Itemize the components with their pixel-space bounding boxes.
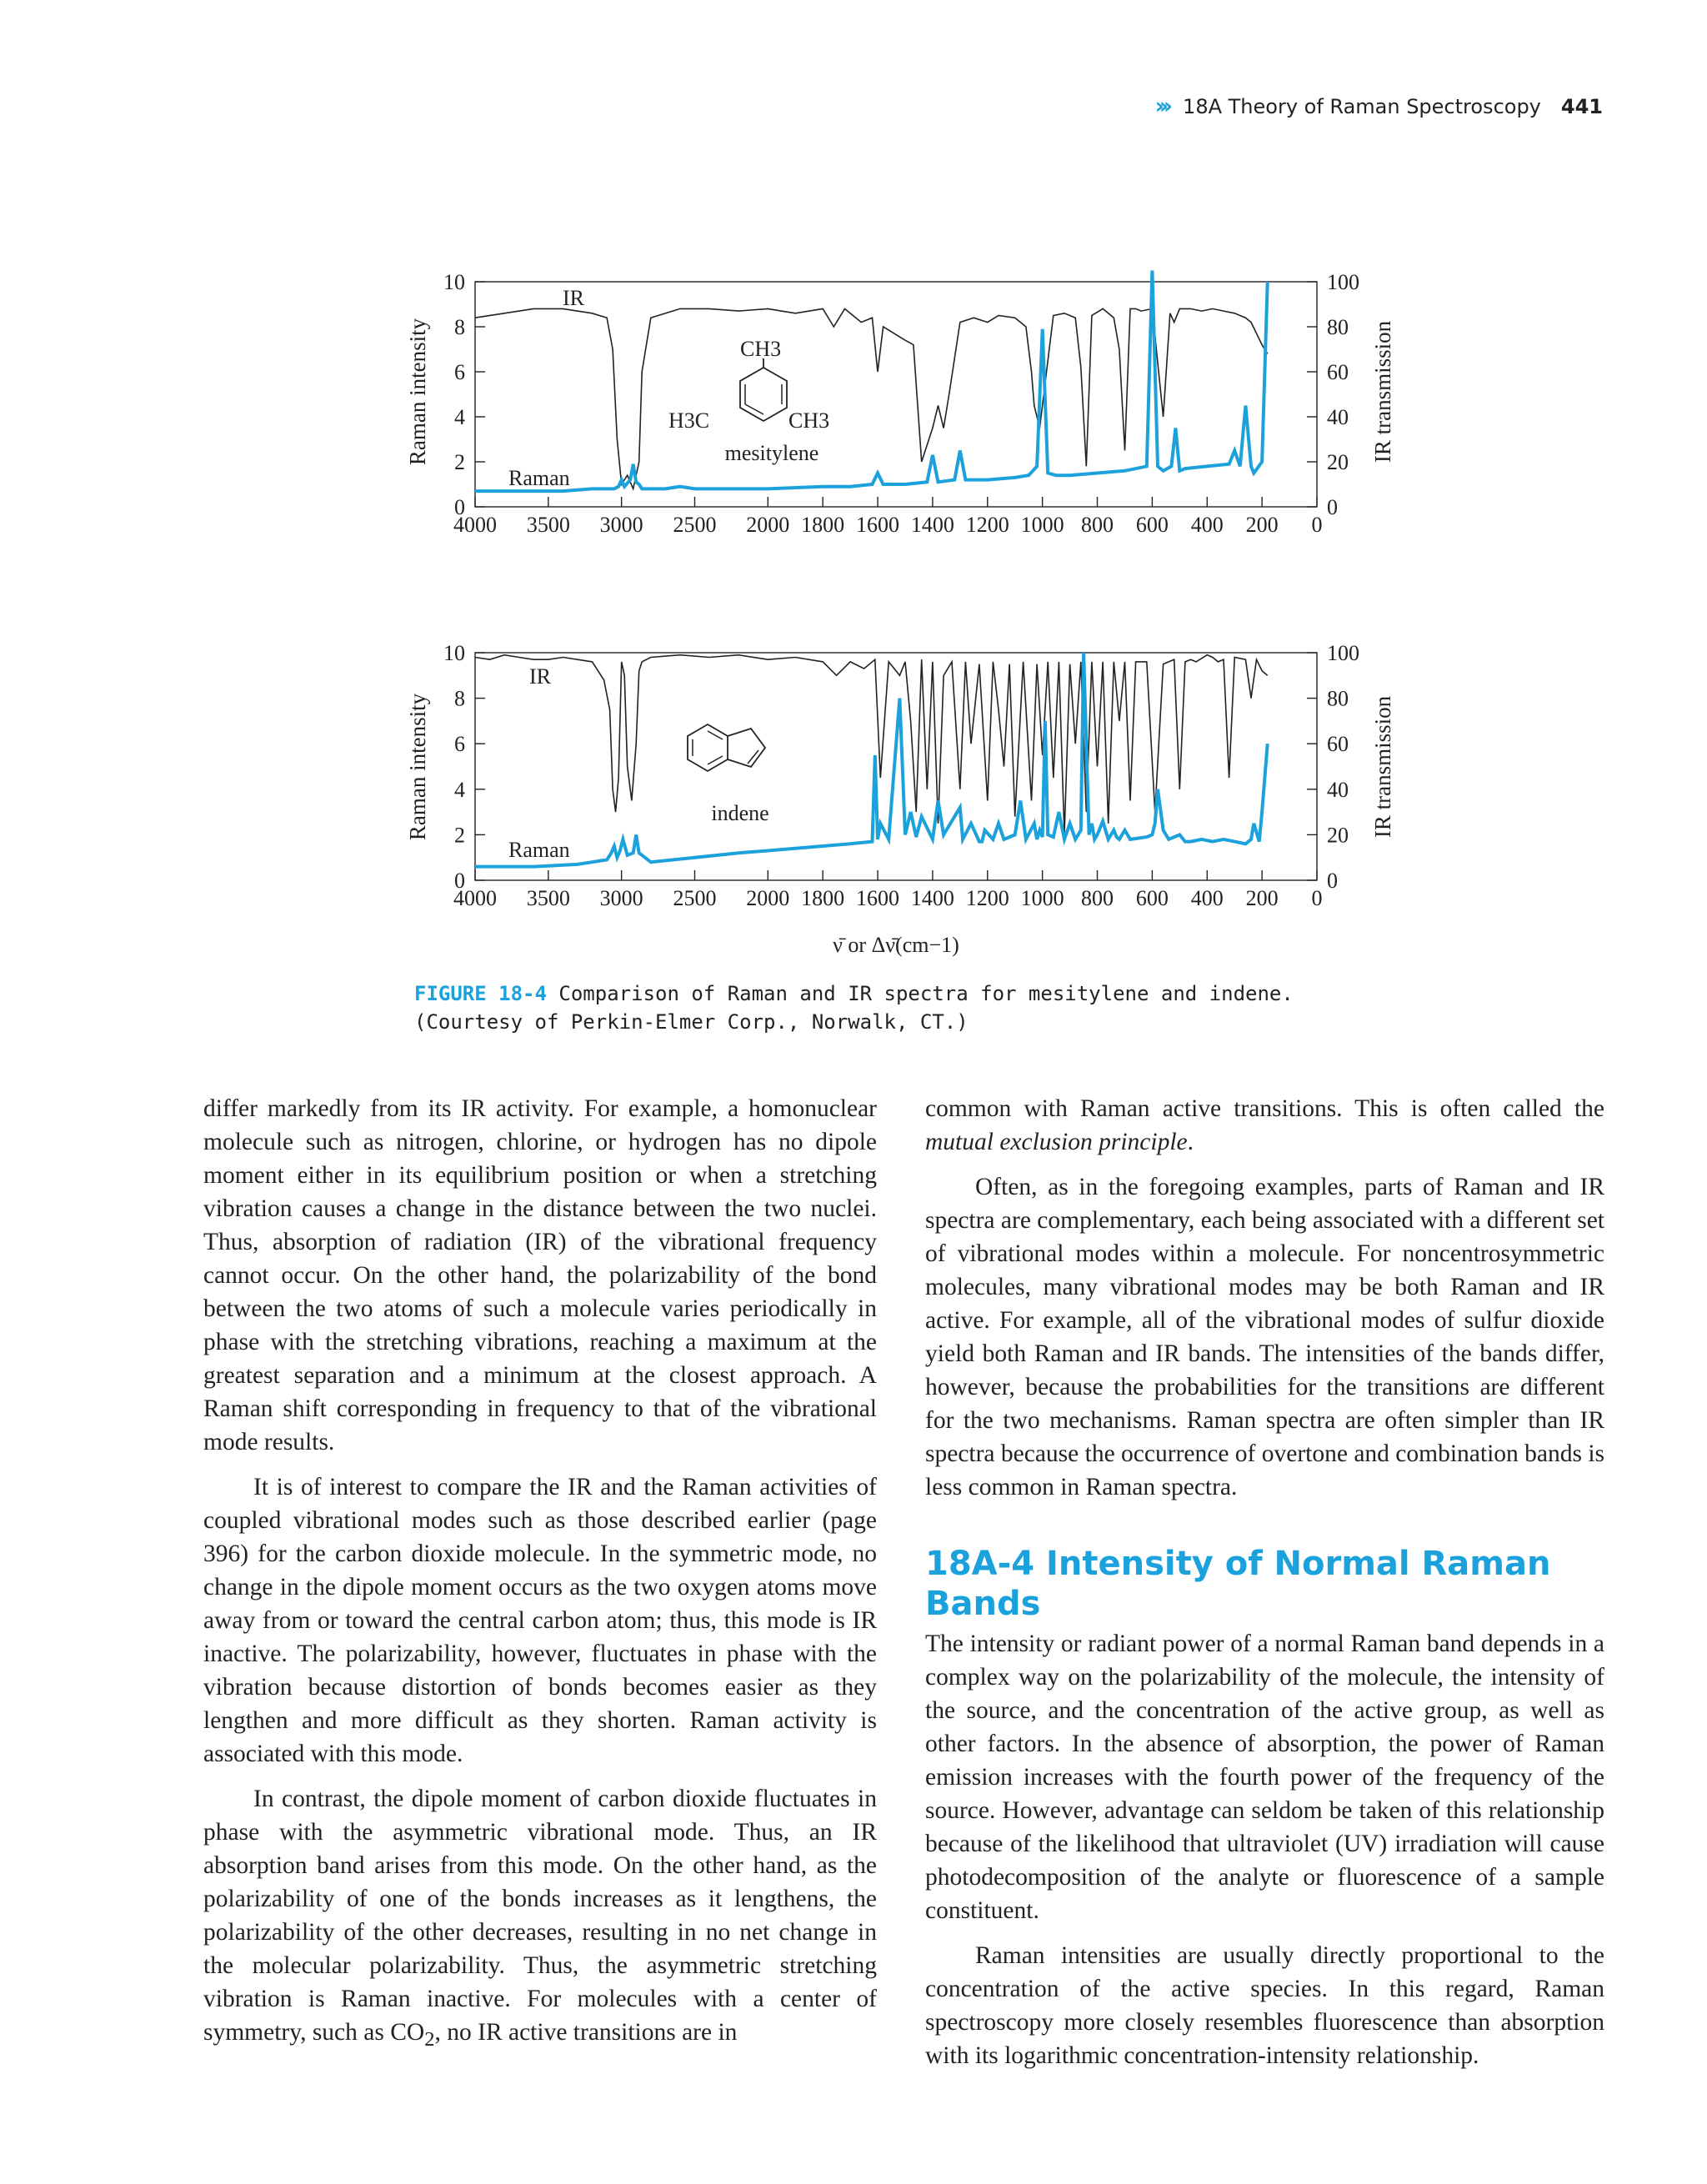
y-tick-right-label: 40 (1327, 777, 1349, 802)
x-tick-label: 400 (1190, 513, 1224, 537)
paragraph-text: . (1187, 1129, 1194, 1155)
y-tick-left-label: 2 (454, 823, 465, 848)
y-tick-right-label: 60 (1327, 360, 1349, 384)
x-tick-label: 200 (1245, 886, 1279, 910)
mesitylene-structure (668, 337, 829, 465)
y-tick-right-label: 60 (1327, 732, 1349, 757)
y-tick-left-label: 0 (454, 869, 465, 893)
y-tick-right-label: 80 (1327, 315, 1349, 339)
figure-caption-label: FIGURE 18-4 (414, 982, 547, 1005)
paragraph-text: In contrast, the dipole moment of carbon dioxide fluctuates in phase with the asymmetric vibrational mode. Thus, an IR absorption band arises from this mode. On the other hand, as the polarizability of one of the bonds increases as it lengthens, the polarizability of the other decreases, resulting in no net change in the molecular polarizability. Thus, the asymmetric stretching vibration is Raman inactive. For molecules with a center of symmetry, such as CO (203, 1786, 877, 2046)
spectra-figure (392, 225, 1425, 959)
section-heading: 18A-4 Intensity of Normal Raman Bands (925, 1545, 1551, 1623)
x-tick-label: 3500 (526, 886, 570, 910)
x-tick-label: 2500 (673, 886, 717, 910)
subscript: 2 (424, 2027, 435, 2051)
y-tick-right-label: 40 (1327, 405, 1349, 429)
paragraph: Often, as in the foregoing examples, parts of Raman and IR spectra are complementary, each being associated with a different set of vibrational modes within a molecule. For noncentrosymmetric molecules, many vibrational modes may be both Raman and IR active. For example, all of the vibrational modes of sulfur dioxide yield both Raman and IR bands. The intensities of the bands differ, however, because the probabilities for the transitions are different for the two mechanisms. Raman spectra are often simpler than IR spectra because the occurrence of overtone and combination bands is less common in Raman spectra. (925, 1174, 1605, 1500)
h3c-left-label: H3C (668, 408, 710, 433)
figure-caption (414, 979, 1364, 1036)
ir-series-label: IR (529, 664, 551, 689)
x-tick-label: 1200 (965, 886, 1009, 910)
y-tick-left-label: 2 (454, 450, 465, 474)
x-tick-label: 4000 (453, 513, 497, 537)
x-tick-label: 1800 (801, 513, 845, 537)
indene-label: indene (711, 801, 769, 825)
paragraph: It is of interest to compare the IR and the Raman activities of coupled vibrational modes such as those described earlier (page 396) for the carbon dioxide molecule. In the symmetric mode, no change in the dipole moment occurs as the two oxygen atoms move away from or toward the central carbon atom; thus, this mode is IR inactive. The polarizability, however, fluctuates in phase with the vibration because distortion of bonds becomes easier as they lengthen and more difficult as they shorten. Raman activity is associated with this mode. (203, 1474, 877, 1767)
x-tick-label: 2500 (673, 513, 717, 537)
paragraph (203, 1782, 877, 2056)
x-tick-label: 4000 (453, 886, 497, 910)
x-tick-label: 200 (1245, 513, 1279, 537)
y-tick-left-label: 10 (443, 270, 465, 294)
y-axis-left-label: Raman intensity (405, 318, 430, 466)
y-tick-right-label: 100 (1327, 641, 1359, 665)
y-tick-left-label: 10 (443, 641, 465, 665)
x-tick-label: 0 (1311, 886, 1323, 910)
y-axis-right-label: IR transmission (1370, 695, 1395, 839)
y-tick-right-label: 80 (1327, 686, 1349, 711)
x-tick-label: 1000 (1020, 886, 1064, 910)
y-tick-right-label: 100 (1327, 270, 1359, 294)
x-tick-label: 400 (1190, 886, 1224, 910)
ch3-right-label: CH3 (788, 408, 830, 433)
x-tick-label: 0 (1311, 513, 1323, 537)
y-tick-left-label: 6 (454, 360, 465, 384)
raman-series-label: Raman (508, 838, 570, 862)
x-tick-label: 2000 (746, 886, 790, 910)
x-tick-label: 1000 (1020, 513, 1064, 537)
y-tick-right-label: 0 (1327, 869, 1338, 893)
x-tick-label: 3000 (599, 513, 643, 537)
paragraph-text: common with Raman active transitions. This is often called the (925, 1095, 1604, 1122)
x-tick-label: 600 (1135, 886, 1169, 910)
y-axis-right-label: IR transmission (1370, 320, 1395, 463)
y-tick-left-label: 4 (454, 405, 465, 429)
paragraph-text: , no IR active transitions are in (434, 2019, 738, 2046)
paragraph: The intensity or radiant power of a normal Raman band depends in a complex way on the polarizability of the molecule, the intensity of the source, and the concentration of the active group, as well as other factors. In the absence of absorption, the power of Raman emission increases with the fourth power of the frequency of the source. However, advantage can seldom be taken of this relationship because of the likelihood that ultraviolet (UV) irradiation will cause photodecomposition of the analyte or fluorescence of a sample constituent. (925, 1630, 1604, 1924)
x-tick-label: 1600 (856, 513, 900, 537)
ir-series-label: IR (563, 286, 584, 310)
raman-spectrum-line (475, 271, 1268, 492)
running-header (1155, 93, 1603, 119)
page-number: 441 (1560, 94, 1603, 118)
term-italic: mutual exclusion principle (925, 1129, 1188, 1155)
y-tick-left-label: 6 (454, 732, 465, 757)
x-tick-label: 3500 (526, 513, 570, 537)
x-tick-label: 1600 (856, 886, 900, 910)
right-column (925, 1092, 1604, 2072)
x-tick-label: 600 (1135, 513, 1169, 537)
x-tick-label: 1400 (910, 886, 954, 910)
running-header-section: 18A Theory of Raman Spectroscopy (1183, 94, 1541, 118)
chevron-right-icon: ››› (1154, 93, 1169, 119)
x-axis-label: ν̄ or Δν̄(cm−1) (833, 933, 959, 957)
y-tick-right-label: 20 (1327, 450, 1349, 474)
y-tick-left-label: 4 (454, 777, 465, 802)
x-tick-label: 1200 (965, 513, 1009, 537)
paragraph: Raman intensities are usually directly proportional to the concentration of the active species. In this regard, Raman spectroscopy more closely resembles fluorescence than absorption with its logarithmic concentration-intensity relationship. (925, 1942, 1604, 2069)
figure-caption-text: Comparison of Raman and IR spectra for mesitylene and indene. (Courtesy of Perkin-Elmer Corp., Norwalk, CT.) (414, 982, 1294, 1034)
paragraph: differ markedly from its IR activity. For example, a homonuclear molecule such as nitrogen, chlorine, or hydrogen has no dipole moment either in its equilibrium position or when a stretching vibration causes a change in the distance between the two nuclei. Thus, absorption of radiation (IR) of the vibrational frequency cannot occur. On the other hand, the polarizability of the bond between the two atoms of such a molecule varies periodically in phase with the stretching vibrations, reaching a maximum at the greatest separation and a minimum at the closest approach. A Raman shift corresponding in frequency to that of the vibrational mode results. (203, 1095, 877, 1455)
y-tick-left-label: 8 (454, 686, 465, 711)
x-tick-label: 1800 (801, 886, 845, 910)
indene-panel (405, 641, 1395, 957)
x-tick-label: 2000 (746, 513, 790, 537)
x-tick-label: 800 (1081, 886, 1114, 910)
raman-series-label: Raman (508, 466, 570, 490)
x-tick-label: 800 (1081, 513, 1114, 537)
y-axis-left-label: Raman intensity (405, 693, 430, 841)
y-tick-right-label: 20 (1327, 823, 1349, 848)
y-tick-left-label: 8 (454, 315, 465, 339)
x-tick-label: 1400 (910, 513, 954, 537)
mesitylene-label: mesitylene (724, 441, 819, 465)
ir-spectrum-line (475, 655, 1268, 835)
indene-structure (688, 724, 769, 825)
y-tick-right-label: 0 (1327, 495, 1338, 519)
left-column (203, 1092, 877, 2056)
x-tick-label: 3000 (599, 886, 643, 910)
y-tick-left-label: 0 (454, 495, 465, 519)
ch3-top-label: CH3 (740, 337, 782, 361)
mesitylene-panel (405, 270, 1395, 537)
paragraph (925, 1092, 1604, 1159)
figure-18-4 (392, 225, 1425, 963)
